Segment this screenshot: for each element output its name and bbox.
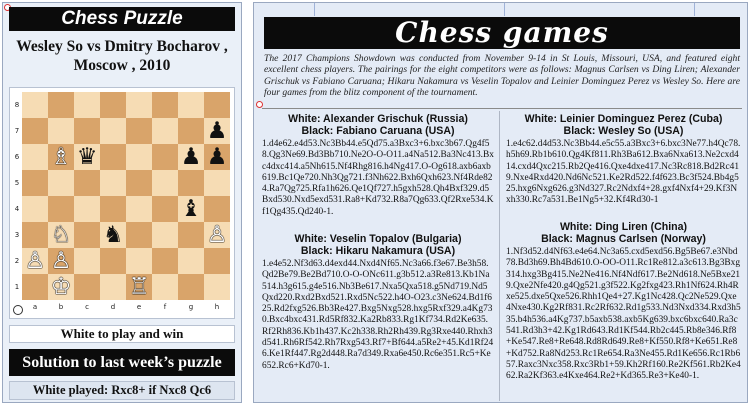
board-square-a1 xyxy=(22,274,48,300)
game-moves: 1.d4e62.e4d53.Nc3Bb44.e5Qd75.a3Bxc3+6.bxc3b67.Qg4f58.Qg3Ne69.Bd3Bb710.Ne2O-O-O11.a4Na512.Ba3Nc413.Bxc4dxc414.a5Nh615.Nf4Rhg816.h4Ng417.O-Og618.axb6axb619.Bc1Qe720.Nh3Qg721.f3Nh622.Bxh6Qxh623.Nf4Rde824.Ra7Qg725.Rfa1h626.Qe1Qf727.h5gxh528.Qh4Bxf329.d5Bxd530.Nxd5exd531.Ra8+Kd732.R8a7Qg633.Qf2Rxe534.Kf1Qg435.Qd240-1. xyxy=(262,139,494,217)
board-square-e6 xyxy=(126,144,152,170)
column-divider xyxy=(499,111,500,401)
board-square-c8 xyxy=(74,92,100,118)
file-label: e xyxy=(136,303,142,311)
column-guide-line xyxy=(314,3,315,16)
column-guide-line xyxy=(504,3,505,16)
file-label: h xyxy=(214,303,220,311)
board-square-d5 xyxy=(100,170,126,196)
board-square-f3 xyxy=(152,222,178,248)
board-square-a8 xyxy=(22,92,48,118)
game-black-player: Black: Hikaru Nakamura (USA) xyxy=(300,245,456,257)
board-square-f8 xyxy=(152,92,178,118)
board-square-c2 xyxy=(74,248,100,274)
board-square-c1 xyxy=(74,274,100,300)
board-square-h1 xyxy=(204,274,230,300)
chess-board-frame xyxy=(9,87,235,319)
rank-label: 4 xyxy=(14,205,20,213)
board-square-c3 xyxy=(74,222,100,248)
game-white-player: White: Ding Liren (China) xyxy=(559,221,688,233)
white-pawn-icon: ♙ xyxy=(24,248,46,274)
white-knight-icon: ♘ xyxy=(50,222,72,248)
board-square-h4 xyxy=(204,196,230,222)
board-square-c7 xyxy=(74,118,100,144)
file-label: g xyxy=(188,303,194,311)
board-square-f2 xyxy=(152,248,178,274)
game-4 xyxy=(506,221,741,383)
rank-label: 2 xyxy=(14,257,20,265)
board-square-e7 xyxy=(126,118,152,144)
board-square-b5 xyxy=(48,170,74,196)
chess-board xyxy=(22,92,230,300)
solution-text: White played: Rxc8+ if Nxc8 Qc6 xyxy=(9,381,235,400)
board-square-e3 xyxy=(126,222,152,248)
chess-games-panel xyxy=(253,2,748,403)
game-white-player: White: Veselin Topalov (Bulgaria) xyxy=(294,233,462,245)
rank-label: 1 xyxy=(14,283,20,291)
board-square-g3 xyxy=(178,222,204,248)
file-label: f xyxy=(163,303,167,311)
board-square-e8 xyxy=(126,92,152,118)
game-3 xyxy=(262,233,494,372)
board-square-e2 xyxy=(126,248,152,274)
to-play-caption: White to play and win xyxy=(9,325,235,343)
white-pawn-icon: ♙ xyxy=(50,248,72,274)
board-square-d6 xyxy=(100,144,126,170)
intro-paragraph: The 2017 Champions Showdown was conducted from November 9-14 in St Louis, Missouri, USA, and featured eight excellent chess players. The pairings for the eight competitors were as follows: Magnus Carlsen vs Ding Liren; Alexander Grischuk vs Fabiano Caruana; Hikaru Nakamura vs Veselin Topalov and Leinier Dominguez Perez vs Wesley So. Here are four games from the blitz component of the tournament. xyxy=(264,53,740,99)
file-label: b xyxy=(58,303,64,311)
board-square-f4 xyxy=(152,196,178,222)
file-label: a xyxy=(32,303,38,311)
board-square-b4 xyxy=(48,196,74,222)
black-pawn-icon: ♟ xyxy=(180,144,202,170)
puzzle-title: Chess Puzzle xyxy=(9,7,235,31)
file-label: c xyxy=(85,303,89,311)
board-square-g5 xyxy=(178,170,204,196)
file-label: d xyxy=(110,303,116,311)
board-square-f1 xyxy=(152,274,178,300)
board-square-f6 xyxy=(152,144,178,170)
rank-label: 8 xyxy=(14,101,20,109)
column-guide-line xyxy=(694,3,695,16)
board-square-a4 xyxy=(22,196,48,222)
solution-title: Solution to last week’s puzzle xyxy=(9,349,235,376)
board-square-h2 xyxy=(204,248,230,274)
game-white-player: White: Alexander Grischuk (Russia) xyxy=(288,113,468,125)
board-square-d4 xyxy=(100,196,126,222)
board-square-c4 xyxy=(74,196,100,222)
game-moves: 1.e4c62.d4d53.Nc3Bb44.e5c55.a3Bxc3+6.bxc3Ne77.h4Qc78.h5h69.Rb1b610.Qg4Kf811.Rh3Ba612.Bxa6Nxa613.Ne2cxd414.cxd4Qxc215.Rb2Qe416.Qxe4dxe417.Nc3Rc818.Bd2Rc419.Nxe4Rxd420.Nd6Nc521.Ke2Rd522.f4f623.Bc3f524.Bb4g525.hxg6Nxg626.g3Nd327.Rc2Ndxf4+28.gxf4Nxf4+29.Kf3Nxh330.Rc7a531.Be1Ng5+32.Kf4Rd30-1 xyxy=(506,139,741,206)
game-moves: 1.e4e52.Nf3d63.d4exd44.Nxd4Nf65.Nc3a66.f3e67.Be3h58.Qd2Be79.Be2Bd710.O-O-ONc611.g3b512.a3Re813.Kb1Na514.h3g615.g4e516.Nb3Be617.Nxa5Qxa518.g5Nd719.Nd5Qxd220.Rxd2Bxd521.Rxd5Nc522.h4O-O23.c3Ne624.Bd1f625.Rd2fxg526.Bb3Re427.Bxg5Nxg528.hxg5Rxf329.a4Kg730.Bxc4bxc431.Rd5Rf832.Ka2Rb833.Rg1Kf734.Rd2Ke635.Rf2Rh836.Kb1h437.Kc2h338.Rh2Rh439.Rg3Rxe440.Rhxh3d541.Rh6Rf542.Rh7Rxg543.Rf7+Bf644.a5Re2+45.Kd1Rf246.Ke1Rf447.Rg2d448.Ra7d349.Rxa6e450.Rc6e351.Rc5+Ke652.Rc6+Kd70-1. xyxy=(262,259,494,371)
board-square-h5 xyxy=(204,170,230,196)
anchor-marker xyxy=(256,101,263,108)
game-black-player: Black: Wesley So (USA) xyxy=(563,125,684,137)
board-square-g2 xyxy=(178,248,204,274)
rank-label: 7 xyxy=(14,127,20,135)
white-rook-icon: ♖ xyxy=(128,274,150,300)
black-pawn-icon: ♟ xyxy=(206,118,228,144)
game-black-player: Black: Magnus Carlsen (Norway) xyxy=(541,233,706,245)
game-moves: 1.Nf3d52.d4Nf63.e4e64.Nc3a65.cxd5exd56.Bg5Be67.e3Nbd78.Bd3h69.Bh4Bd610.O-OO-O11.Rc1Re812.a3c613.Bg3Bxg314.hxg3Bg415.Ne2Ne416.Nf4Ndf617.Be2Nd618.Ne5Bxe219.Qxe2Nfe420.g4Qg521.g3f522.Kg2fxg423.Rh1Nf624.Rh4Rxe525.dxe5Qxe526.Rhh1Qe4+27.Kg1Nc428.Qc2Ne529.Qxe4Nxe430.Kg2Rf831.Rc2Rf632.Rd1g533.Nd3Nxd334.Rxd3h535.b4h536.a4Kg737.b5axb538.axb5Kg639.bxc6bxc640.Ra3c541.Rd3h3+42.Kg1Rd643.Rd1Kf544.Rb2c445.Rb8e346.Rf8+Ke547.Re8+Re648.Rd8Rd649.Re8+Kf550.Rf8+Ke651.Re8+Kd752.Ra8Nd253.Rc1Re654.Ra3Ne455.Rd1Ke656.Rc1Rb657.Raxc3Nxc358.Rxc3Rb1+59.Kh2Rf160.Re2Kf561.Rb2Ke462.Ra2Kf363.e4Kxe464.Re2+Kd365.Re3+Ke40-1. xyxy=(506,247,741,382)
board-square-e4 xyxy=(126,196,152,222)
rank-label: 5 xyxy=(14,179,20,187)
game-2 xyxy=(506,113,741,207)
board-square-d1 xyxy=(100,274,126,300)
board-square-g1 xyxy=(178,274,204,300)
black-queen-icon: ♛ xyxy=(76,144,98,170)
white-bishop-icon: ♗ xyxy=(50,144,72,170)
board-square-a7 xyxy=(22,118,48,144)
board-square-d7 xyxy=(100,118,126,144)
game-white-player: White: Leinier Dominguez Perez (Cuba) xyxy=(524,113,723,125)
board-square-a3 xyxy=(22,222,48,248)
board-square-e5 xyxy=(126,170,152,196)
board-square-b7 xyxy=(48,118,74,144)
board-square-a6 xyxy=(22,144,48,170)
rank-label: 6 xyxy=(14,153,20,161)
game-1 xyxy=(262,113,494,218)
board-square-d8 xyxy=(100,92,126,118)
board-square-c5 xyxy=(74,170,100,196)
black-knight-icon: ♞ xyxy=(102,222,124,248)
board-square-g8 xyxy=(178,92,204,118)
rank-label: 3 xyxy=(14,231,20,239)
board-square-f5 xyxy=(152,170,178,196)
divider xyxy=(262,108,742,109)
black-pawn-icon: ♟ xyxy=(206,144,228,170)
board-square-b8 xyxy=(48,92,74,118)
chess-games-header: Chess games xyxy=(264,17,740,49)
board-square-h8 xyxy=(204,92,230,118)
black-bishop-icon: ♝ xyxy=(180,196,202,222)
board-square-g7 xyxy=(178,118,204,144)
white-pawn-icon: ♙ xyxy=(206,222,228,248)
white-king-icon: ♔ xyxy=(50,274,72,300)
board-square-a5 xyxy=(22,170,48,196)
board-square-d2 xyxy=(100,248,126,274)
match-title: Wesley So vs Dmitry Bocharov , Moscow , 2010 xyxy=(16,38,228,74)
game-black-player: Black: Fabiano Caruana (USA) xyxy=(301,125,455,137)
board-square-f7 xyxy=(152,118,178,144)
puzzle-panel xyxy=(2,2,242,403)
